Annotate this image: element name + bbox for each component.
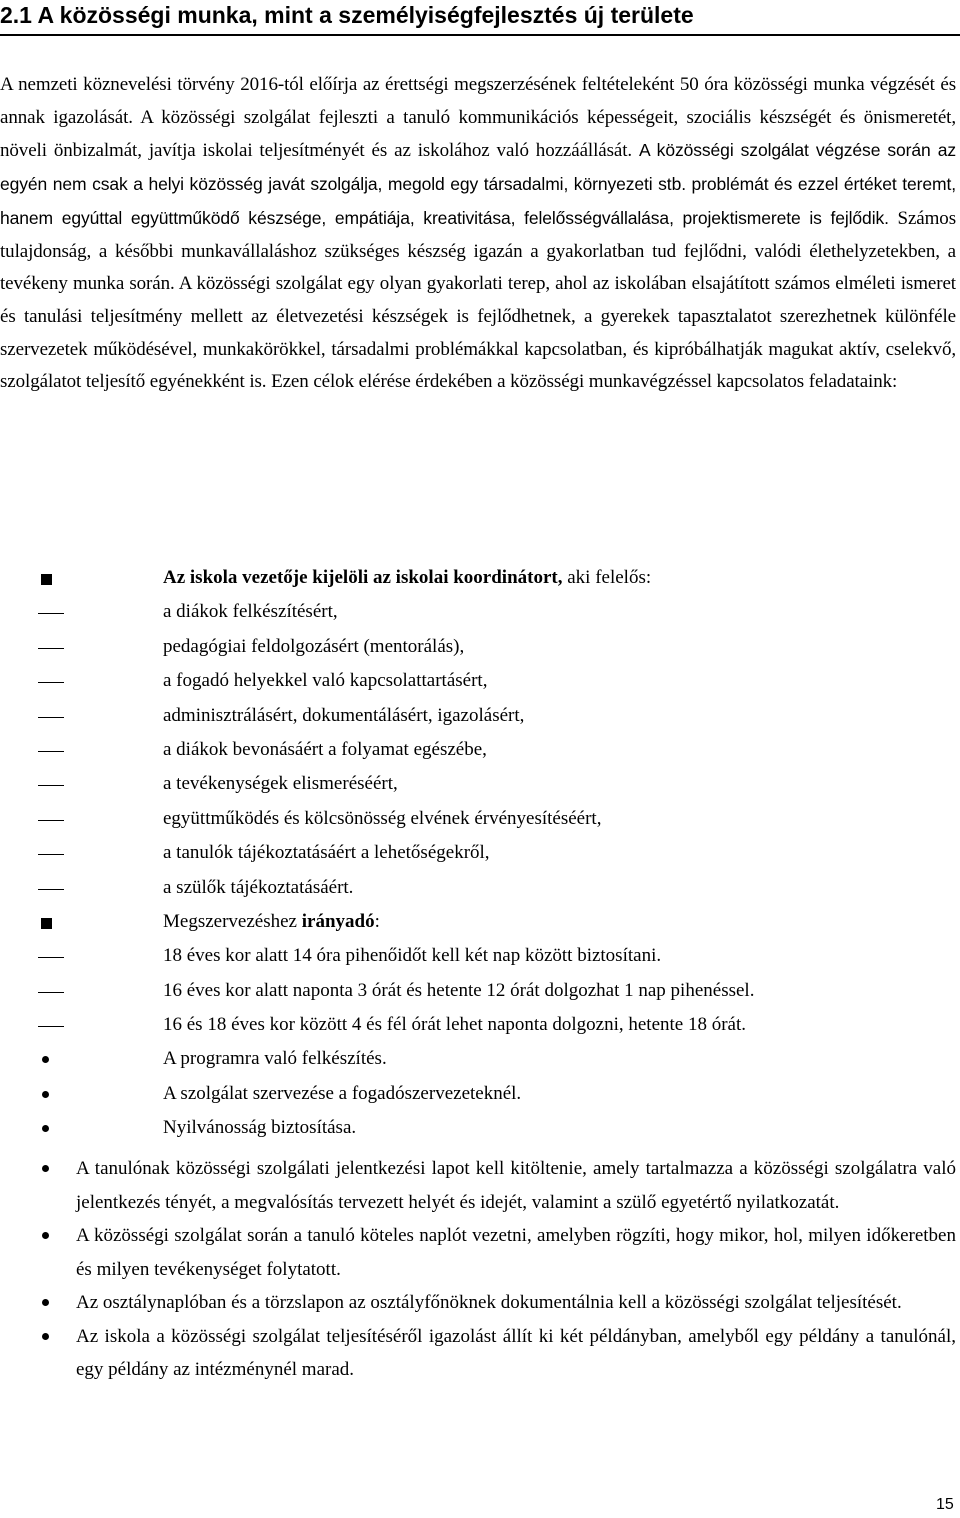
list-item: a diákok bevonásáért a folyamat egészébe, [0,735,960,769]
list-item: a tanulók tájékoztatásáért a lehetőségekről, [0,838,960,872]
list-item: a tevékenységek elismeréséért, [0,769,960,803]
organize-bold: irányadó [301,910,375,932]
dot-bullet-icon [42,1299,49,1306]
step-item: A szolgálat szervezése a fogadószervezeteknél. [0,1079,960,1113]
heading-underline [0,34,960,36]
intro-sentence-5: A közösségi szolgálat egy olyan gyakorlati terep, ahol az iskolában elsajátított számos elméleti ismeret és tanulási teljesítmény mellett az életvezetési készségek is fejlődhetnek, a gyerekek tapasztalatot szerezhetnek különféle szervezetek működésével, munkakörökkel, társadalmi problémákkal kapcsolatban, és kipróbálhatják magukat aktív, cselekvő, szolgálatot teljesítő egyénekként is. Ezen célok elérése érdekében a közösségi munkavégzéssel kapcsolatos feladataink: [0,273,956,393]
dot-bullet-icon [42,1125,49,1132]
dash-bullet-icon [38,613,64,614]
square-bullet-icon [41,574,52,585]
coordinator-bold: Az iskola vezetője kijelöli az iskolai koordinátort, [163,567,563,588]
dash-bullet-icon [38,648,64,649]
square-bullet-icon [41,918,52,929]
list-item: 16 és 18 éves kor között 4 és fél órát lehet naponta dolgozni, hetente 18 órát. [0,1010,960,1044]
dash-bullet-icon [38,820,64,821]
list-item: a diákok felkészítésért, [0,597,960,631]
list-item: 16 éves kor alatt naponta 3 órát és hetente 12 órát dolgozhat 1 nap pihenéssel. [0,976,960,1010]
bullet-paragraph: Az osztálynaplóban és a törzslapon az osztályfőnöknek dokumentálnia kell a közösségi szolgálat teljesítését. [0,1286,956,1320]
list-item: pedagógiai feldolgozásért (mentorálás), [0,632,960,666]
list-item: a szülők tájékoztatásáért. [0,873,960,907]
dash-bullet-icon [38,1026,64,1027]
bullet-paragraph: A tanulónak közösségi szolgálati jelentkezési lapot kell kitöltenie, amely tartalmazza a közösségi szolgálatra való jelentkezés tényét, a megvalósítás tervezett helyét és idejét, valamint a szülő egyetértő nyilatkozatát. [0,1152,956,1219]
task-list [0,563,960,1148]
dot-bullet-icon [42,1232,49,1239]
section-heading: 2.1 A közösségi munka, mint a személyiségfejlesztés új területe [0,2,694,28]
dot-bullet-icon [42,1165,49,1172]
list-item: adminisztrálásért, dokumentálásért, igazolásért, [0,701,960,735]
page-number: 15 [936,1496,954,1513]
list-item: együttműködés és kölcsönösség elvének érvényesítéséért, [0,804,960,838]
dash-bullet-icon [38,682,64,683]
list-item: 18 éves kor alatt 14 óra pihenőidőt kell két nap között biztosítani. [0,941,960,975]
dot-bullet-icon [42,1333,49,1340]
organize-pre: Megszervezéshez [163,910,302,932]
coordinator-rest: aki felelős: [562,567,652,588]
bullet-paragraph: Az iskola a közösségi szolgálat teljesítéséről igazolást állít ki két példányban, amelyből egy példány a tanulónál, egy példány az intézménynél marad. [0,1320,956,1387]
intro-sentence-3: A közösségi szolgálat végzése során az egyén nem csak a helyi közösség javát szolgálja, megold egy társadalmi, környezeti stb. problémát és ezzel értéket teremt, hanem egyúttal együttműködő készsége, empátiája, kreativitása, felelősségvállalása, projektismerete is fejlődik. [0,140,956,228]
dash-bullet-icon [38,957,64,958]
intro-sentence-1: A nemzeti köznevelési törvény 2016-tól előírja az érettségi megszerzésének feltételeként 50 óra közösségi munka végzését és annak igazolását. [0,74,956,128]
step-item: A programra való felkészítés. [0,1044,960,1078]
dash-bullet-icon [38,785,64,786]
coordinator-header [0,563,960,597]
bullet-paragraphs [0,1152,960,1387]
dot-bullet-icon [42,1091,49,1098]
intro-sentence-4: Számos tulajdonság, a későbbi munkavállaláshoz szükséges készség igazán a gyakorlatban tud fejlődni, valódi élethelyzetekben, a tevékeny munka során. [0,207,956,295]
bullet-paragraph: A közösségi szolgálat során a tanuló köteles naplót vezetni, amelyben rögzíti, hogy mikor, hol, milyen időkeretben és milyen tevékenységet folytatott. [0,1219,956,1286]
dash-bullet-icon [38,992,64,993]
intro-paragraph [0,69,956,399]
list-item: a fogadó helyekkel való kapcsolattartásért, [0,666,960,700]
dash-bullet-icon [38,889,64,890]
step-item: Nyilvánosság biztosítása. [0,1113,960,1147]
dash-bullet-icon [38,751,64,752]
dash-bullet-icon [38,854,64,855]
organize-header [0,907,960,941]
intro-sentence-2: A közösségi szolgálat fejleszti a tanuló kommunikációs képességeit, szociális készségét és önismeretét, növeli önbizalmát, javítja iskolai teljesítményét és az iskolához való hozzáállását. [0,106,956,162]
dash-bullet-icon [38,717,64,718]
dot-bullet-icon [42,1056,49,1063]
organize-post: : [374,910,380,932]
